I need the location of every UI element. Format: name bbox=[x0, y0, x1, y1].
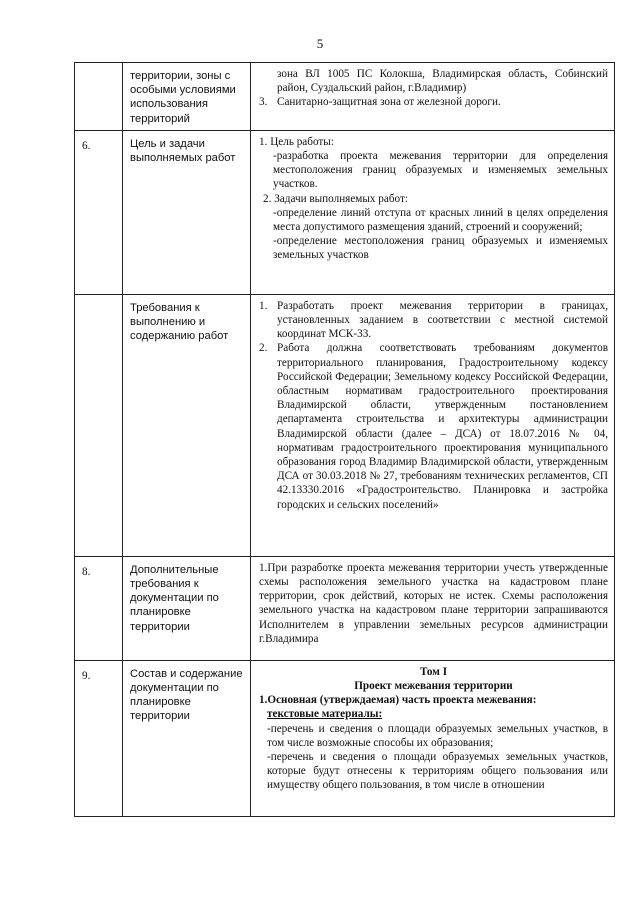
list-item-text: Санитарно-защитная зона от железной дороги. bbox=[277, 96, 501, 109]
row-number: 9. bbox=[75, 660, 123, 816]
row-content bbox=[251, 660, 615, 816]
table-row bbox=[75, 556, 615, 660]
content-line: зона ВЛ 1005 ПС Колокша, Владимирская область, Собинский район, Суздальский район, г.Владимир) bbox=[277, 68, 608, 95]
goal-text: -разработка проекта межевания территории для определения местоположения границ образуемых и изменяемых земельных участков. bbox=[273, 150, 608, 191]
tasks-title: 2. Задачи выполняемых работ: bbox=[263, 192, 408, 205]
row-label: Цель и задачи выполняемых работ bbox=[123, 130, 251, 294]
task-item: -определение местоположения границ образуемых и изменяемых земельных участков bbox=[273, 235, 608, 262]
row-number: 8. bbox=[75, 556, 123, 660]
row-content bbox=[251, 294, 615, 556]
list-item bbox=[259, 341, 608, 511]
row-content bbox=[251, 130, 615, 294]
section-subheading: текстовые материалы: bbox=[267, 708, 383, 721]
list-item bbox=[259, 95, 608, 109]
row-label: Дополнительные требования к документации по планировке территории bbox=[123, 556, 251, 660]
row-number bbox=[75, 294, 123, 556]
row-content bbox=[251, 63, 615, 131]
content-paragraph: 1.При разработке проекта межевания территории учесть утвержденные схемы расположения земельного участка на кадастровом плане территории, срок действий, которых не истек. Схемы расположения земельного участка на кадастровом плане территории запрашиваются Исполнителем в управлении земельных ресурсов администрации г.Владимира bbox=[259, 561, 608, 645]
table-row bbox=[75, 130, 615, 294]
list-item-text: Разработать проект межевания территории в границах, установленных заданием в соответствии с местной системой координат МСК-33. bbox=[277, 299, 608, 341]
list-item-text: Работа должна соответствовать требованиям документов территориального планирования, Градостроительному кодексу Российской Федерации; Земельному кодексу Российской Федерации, областным нормативам градостроительного проектирования Владимирской области, утвержденным постановлением департамента строительства и архитектуры администрации Владимирской области (далее – ДСА) от 18.07.2016 № 04, нормативам градостроительного проектирования муниципального образования город Владимир Владимирской области, утвержденным ДСА от 30.03.2018 № 27, требованиям технических регламентов, СП 42.13330.2016 «Градостроительство. Планировка и застройка городских и сельских поселений» bbox=[277, 342, 608, 511]
row-label: Требования к выполнению и содержанию работ bbox=[123, 294, 251, 556]
bullet-item: -перечень и сведения о площади образуемых земельных участков, которые будут отнесены к территориям общего пользования или имуществу общего пользования, в том числе в отношении bbox=[267, 751, 608, 792]
requirements-table bbox=[74, 62, 615, 817]
bullet-item: -перечень и сведения о площади образуемых земельных участков, в том числе возможные способы их образования; bbox=[267, 722, 608, 749]
goal-title: 1. Цель работы: bbox=[259, 135, 334, 148]
list-item bbox=[259, 299, 608, 342]
table-row bbox=[75, 63, 615, 131]
volume-heading: Том I bbox=[419, 665, 448, 678]
part-title: 1.Основная (утверждаемая) часть проекта межевания: bbox=[259, 694, 537, 707]
row-content bbox=[251, 556, 615, 660]
list-item-number: 1. bbox=[259, 299, 268, 312]
table-row bbox=[75, 660, 615, 816]
table-row bbox=[75, 294, 615, 556]
row-number: 6. bbox=[75, 130, 123, 294]
row-label: Состав и содержание документации по планировке территории bbox=[123, 660, 251, 816]
row-label: территории, зоны с особыми условиями использования территорий bbox=[123, 63, 251, 131]
list-item-number: 3. bbox=[259, 96, 268, 109]
volume-title: Проект межевания территории bbox=[354, 680, 513, 693]
task-item: -определение линий отступа от красных линий в целях определения места допустимого размещения зданий, строений и сооружений; bbox=[273, 206, 608, 234]
page-number: 5 bbox=[316, 36, 324, 51]
row-number bbox=[75, 63, 123, 131]
list-item-number: 2. bbox=[259, 342, 268, 355]
